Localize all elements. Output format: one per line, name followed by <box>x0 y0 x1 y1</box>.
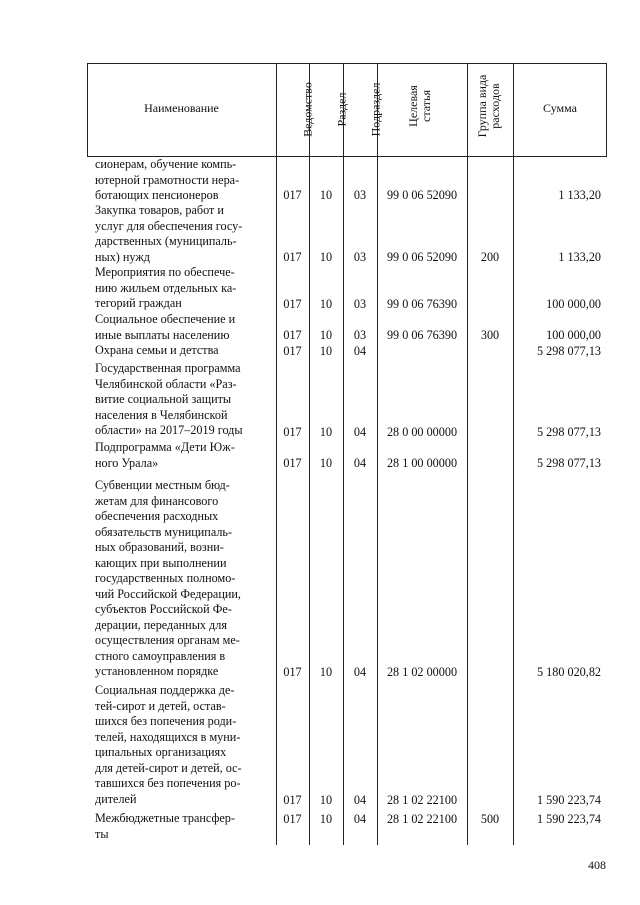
row-name-line: Социальная поддержка де- <box>95 683 235 697</box>
row-name <box>95 265 273 312</box>
cell-celevaya: 99 0 06 52090 <box>386 249 458 264</box>
row-name-line: услуг для обеспечения госу- <box>95 218 243 233</box>
row-name-line: населения в Челябинской <box>95 407 228 422</box>
row-name-line: ципальных организациях <box>95 745 227 759</box>
table-row <box>87 203 607 265</box>
cell-celevaya: 99 0 06 76390 <box>386 296 458 311</box>
row-name-line: ютерной грамотности нера- <box>95 172 240 187</box>
row-name <box>95 203 273 265</box>
cell-summa: 5 298 077,13 <box>537 424 601 439</box>
cell-podrazdel: 04 <box>353 455 367 470</box>
row-name-line: Государственная программа <box>95 361 241 375</box>
row-name-line: государственных полномо- <box>95 571 236 585</box>
row-name-line: ты <box>95 826 109 841</box>
row-name-line: обеспечения расходных <box>95 509 219 523</box>
row-name <box>95 343 273 359</box>
cell-razdel: 10 <box>319 187 333 202</box>
header-celevaya-line2: статья <box>419 90 433 122</box>
cell-podrazdel: 04 <box>353 792 367 807</box>
row-name-line: для детей-сирот и детей, ос- <box>95 760 242 775</box>
table-row <box>87 343 607 359</box>
cell-vedomstvo: 017 <box>283 811 302 826</box>
header-gruppa-line1: Группа вида <box>475 74 489 138</box>
cell-razdel: 10 <box>319 424 333 439</box>
cell-vedomstvo: 017 <box>283 327 302 342</box>
cell-podrazdel: 03 <box>353 327 367 342</box>
cell-razdel: 10 <box>319 455 333 470</box>
cell-podrazdel: 04 <box>353 811 367 826</box>
row-name-line: осуществления органам ме- <box>95 633 240 647</box>
table-row <box>87 312 607 343</box>
cell-vedomstvo: 017 <box>283 424 302 439</box>
cell-summa: 1 133,20 <box>558 187 601 202</box>
header-razdel: Раздел <box>334 92 349 127</box>
cell-summa: 1 133,20 <box>558 249 601 264</box>
header-celevaya-line1: Целевая <box>406 85 420 127</box>
row-name-line: витие социальной защиты <box>95 392 232 406</box>
row-name-line: ного Урала» <box>95 455 159 470</box>
row-name-line: кающих при выполнении <box>95 555 227 570</box>
row-name-line: дерации, переданных для <box>95 617 227 632</box>
cell-celevaya: 99 0 06 52090 <box>386 187 458 202</box>
row-name-line: установленном порядке <box>95 664 219 678</box>
cell-razdel: 10 <box>319 327 333 342</box>
row-name-line: Челябинской области «Раз- <box>95 376 237 391</box>
row-name <box>95 811 273 842</box>
row-name-line: Мероприятия по обеспече- <box>95 265 235 279</box>
row-name-line: тегорий граждан <box>95 296 182 310</box>
row-name-line: Закупка товаров, работ и <box>95 203 224 217</box>
cell-celevaya: 28 1 02 00000 <box>386 664 458 679</box>
table-row <box>87 265 607 312</box>
cell-celevaya: 28 1 00 00000 <box>386 455 458 470</box>
row-name-line: обязательств муниципаль- <box>95 524 233 539</box>
table-top-border <box>87 63 607 64</box>
row-name-line: дителей <box>95 791 137 806</box>
table-row <box>87 811 607 842</box>
table-row <box>87 440 607 471</box>
cell-vedomstvo: 017 <box>283 249 302 264</box>
cell-podrazdel: 04 <box>353 343 367 358</box>
cell-razdel: 10 <box>319 811 333 826</box>
cell-celevaya: 28 1 02 22100 <box>386 792 458 807</box>
row-name-line: Межбюджетные трансфер- <box>95 811 235 825</box>
row-name-line: Социальное обеспечение и <box>95 312 236 326</box>
cell-vedomstvo: 017 <box>283 343 302 358</box>
header-gruppa-line2: расходов <box>488 83 502 129</box>
page-number: 408 <box>588 858 606 872</box>
row-name-line: сионерам, обучение компь- <box>95 157 237 171</box>
cell-vedomstvo: 017 <box>283 296 302 311</box>
row-name-line: области» на 2017–2019 годы <box>95 423 243 437</box>
cell-razdel: 10 <box>319 664 333 679</box>
cell-gruppa: 300 <box>480 327 500 342</box>
row-name-line: субъектов Российской Фе- <box>95 602 232 616</box>
header-podrazdel: Подраздел <box>368 82 383 137</box>
row-name-line: ных образований, возни- <box>95 540 224 554</box>
cell-summa: 100 000,00 <box>546 296 601 311</box>
row-name-line: тавшихся без попечения ро- <box>95 776 241 790</box>
cell-razdel: 10 <box>319 343 333 358</box>
row-name-line: иные выплаты населению <box>95 327 230 342</box>
row-name <box>95 440 273 471</box>
cell-podrazdel: 03 <box>353 296 367 311</box>
row-name <box>95 312 273 343</box>
cell-summa: 5 298 077,13 <box>537 455 601 470</box>
header-celevaya <box>407 76 437 136</box>
row-name <box>95 478 273 680</box>
cell-vedomstvo: 017 <box>283 792 302 807</box>
header-name: Наименование <box>144 101 219 115</box>
row-name-line: ных) нужд <box>95 249 150 264</box>
cell-podrazdel: 04 <box>353 664 367 679</box>
header-vedomstvo: Ведомство <box>300 82 315 137</box>
header-summa: Сумма <box>543 101 577 115</box>
cell-celevaya: 28 1 02 22100 <box>386 811 458 826</box>
row-name-line: тей-сирот и детей, остав- <box>95 698 226 713</box>
cell-gruppa: 500 <box>480 811 500 826</box>
row-name-line: Субвенции местным бюд- <box>95 478 230 492</box>
cell-gruppa: 200 <box>480 249 500 264</box>
cell-podrazdel: 03 <box>353 187 367 202</box>
row-name-line: стного самоуправления в <box>95 648 226 663</box>
cell-summa: 100 000,00 <box>546 327 601 342</box>
row-name-line: Подпрограмма «Дети Юж- <box>95 440 235 454</box>
cell-celevaya: 99 0 06 76390 <box>386 327 458 342</box>
row-name-line: жетам для финансового <box>95 493 219 508</box>
table-row <box>87 478 607 680</box>
cell-podrazdel: 03 <box>353 249 367 264</box>
row-name-line: Охрана семьи и детства <box>95 343 219 357</box>
cell-vedomstvo: 017 <box>283 187 302 202</box>
table-row <box>87 157 607 203</box>
cell-razdel: 10 <box>319 249 333 264</box>
row-name-line: ботающих пенсионеров <box>95 188 219 202</box>
row-name-line: нию жильем отдельных ка- <box>95 280 237 295</box>
cell-razdel: 10 <box>319 792 333 807</box>
cell-summa: 1 590 223,74 <box>537 792 601 807</box>
row-name-line: телей, находящихся в муни- <box>95 729 241 744</box>
cell-summa: 5 180 020,82 <box>537 664 601 679</box>
row-name <box>95 361 273 439</box>
cell-podrazdel: 04 <box>353 424 367 439</box>
cell-summa: 5 298 077,13 <box>537 343 601 358</box>
header-gruppa <box>476 66 504 146</box>
table-row <box>87 361 607 440</box>
row-name-line: шихся без попечения роди- <box>95 714 237 728</box>
cell-razdel: 10 <box>319 296 333 311</box>
row-name-line: чий Российской Федерации, <box>95 586 241 601</box>
cell-vedomstvo: 017 <box>283 455 302 470</box>
row-name <box>95 157 273 204</box>
cell-summa: 1 590 223,74 <box>537 811 601 826</box>
row-name-line: дарственных (муниципаль- <box>95 234 237 248</box>
cell-vedomstvo: 017 <box>283 664 302 679</box>
row-name <box>95 683 273 807</box>
table-row <box>87 683 607 808</box>
cell-celevaya: 28 0 00 00000 <box>386 424 458 439</box>
